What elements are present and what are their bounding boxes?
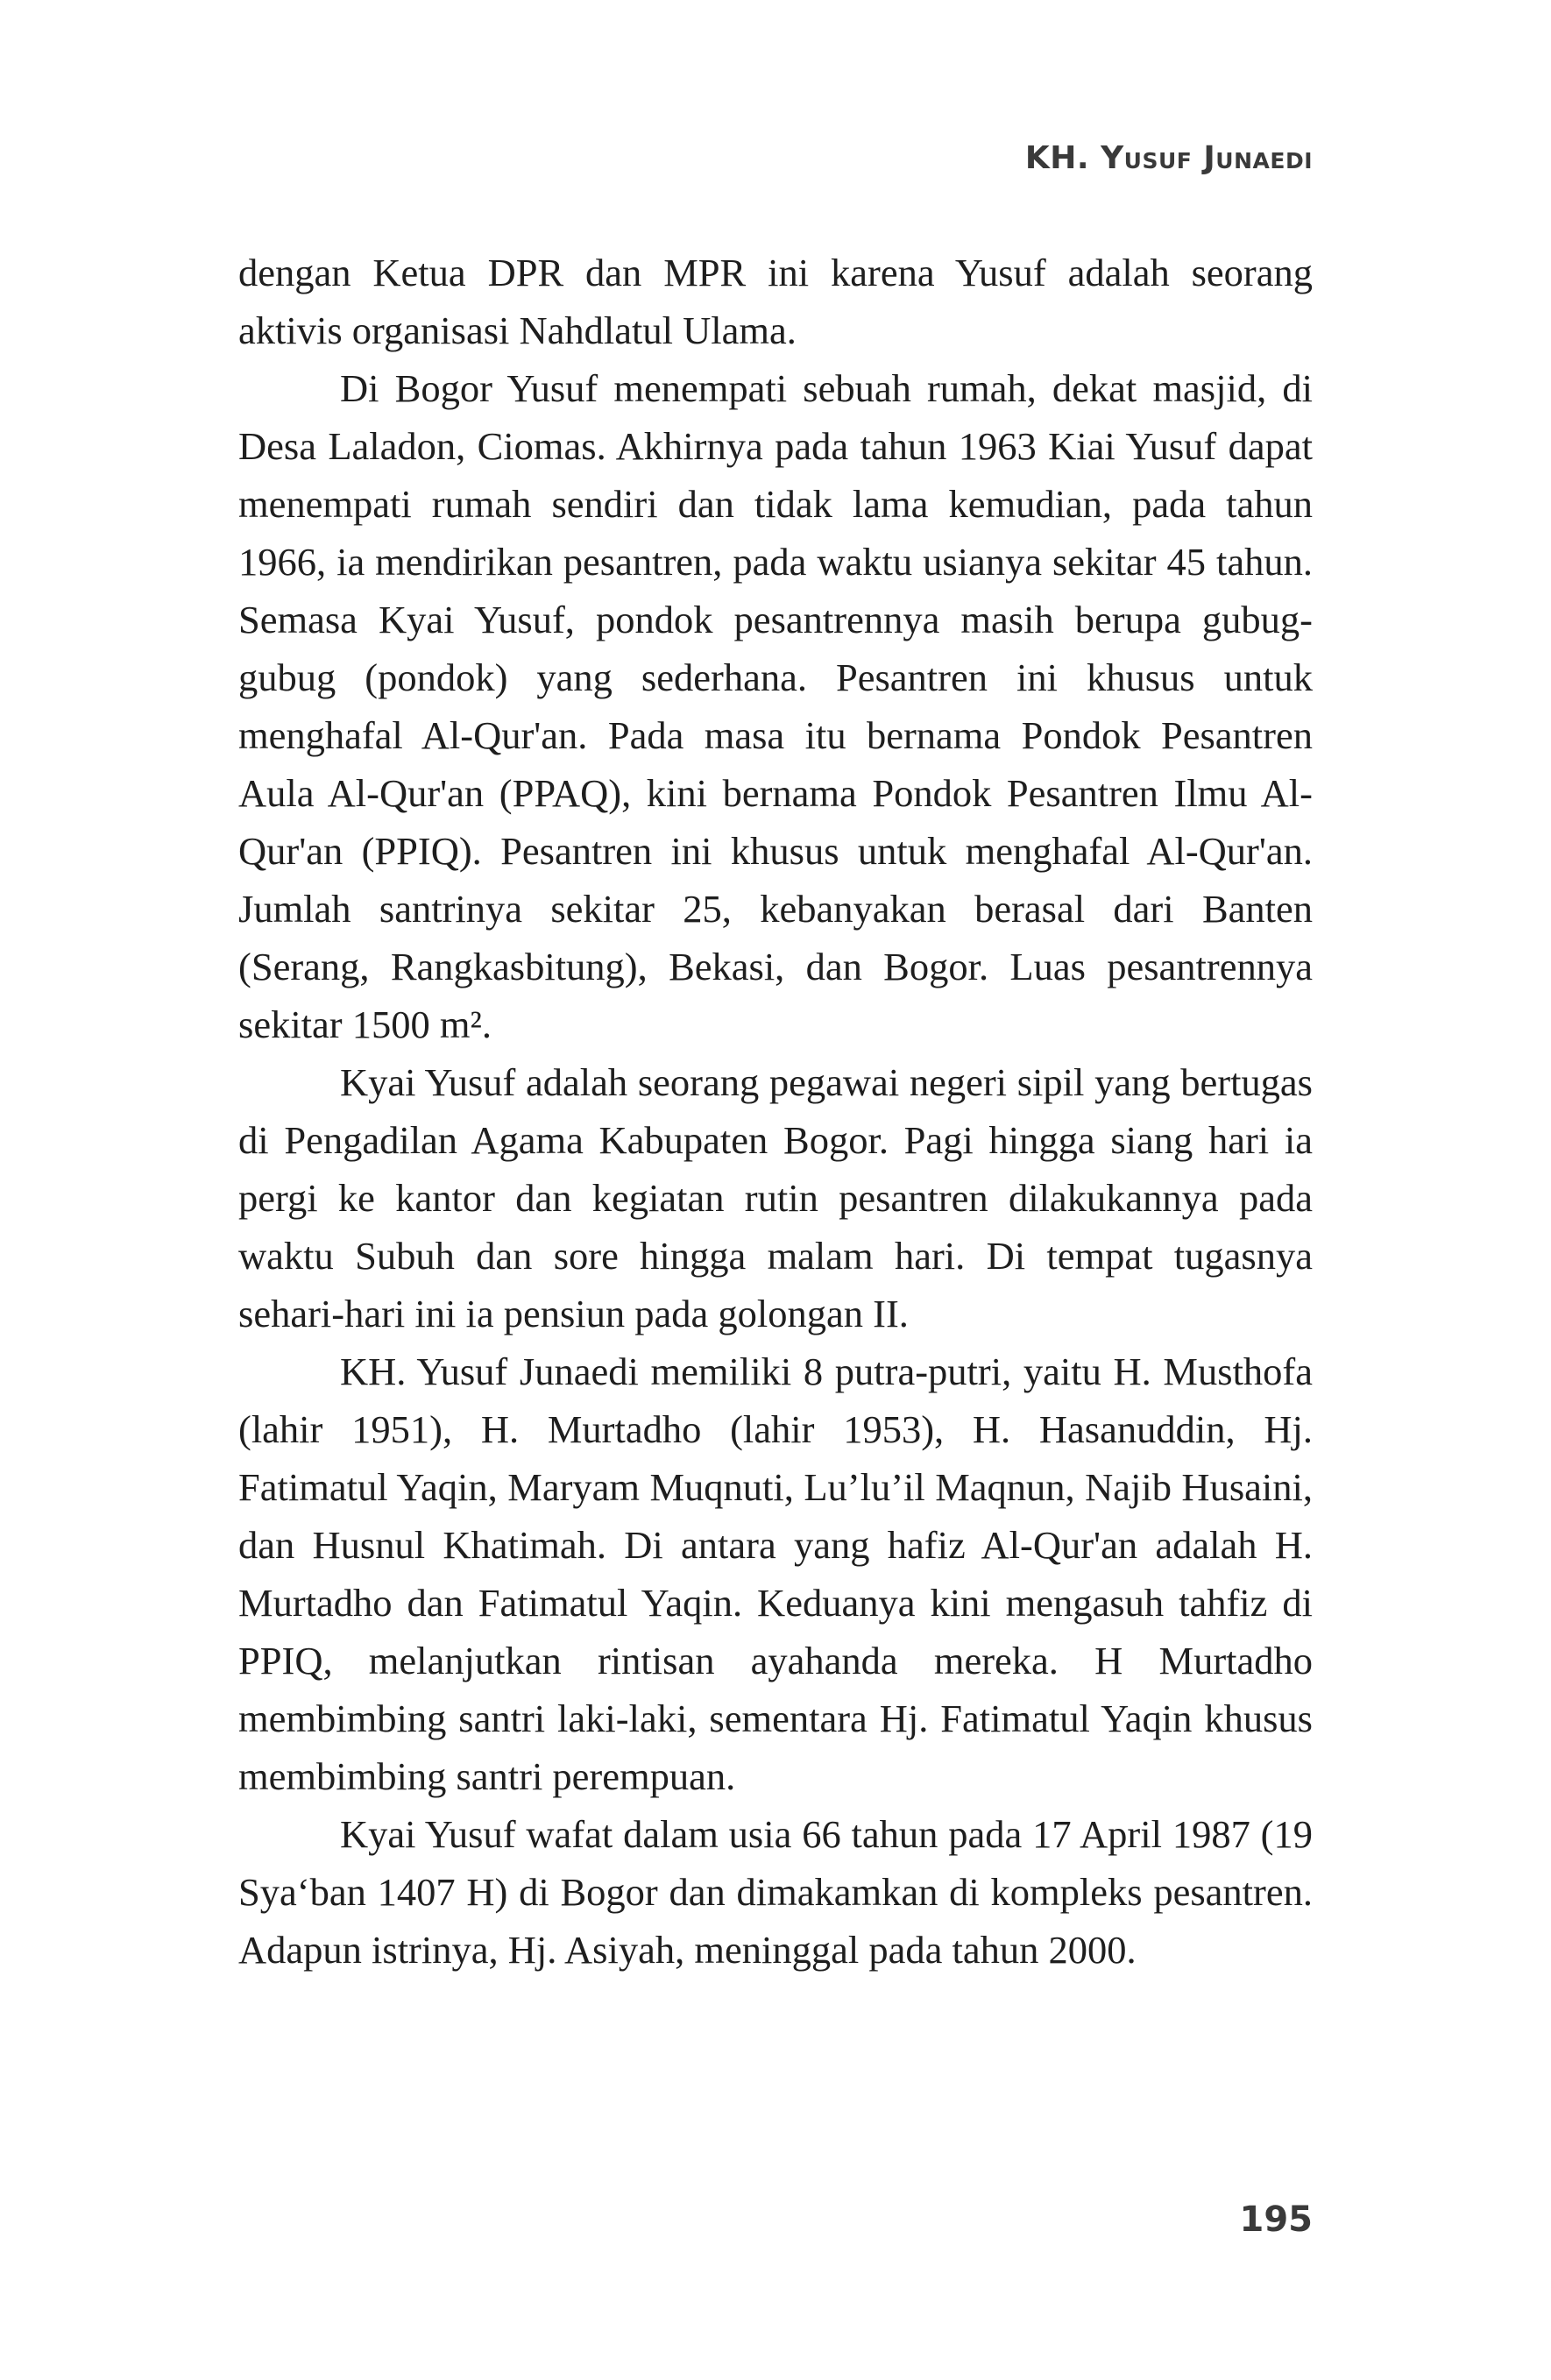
paragraph-3: Kyai Yusuf adalah seorang pegawai negeri sipil yang bertugas di Pengadilan Agama Kabupaten Bogor. Pagi hingga siang hari ia pergi ke kantor dan kegiatan rutin pesantren dilakukannya pada waktu Subuh dan sore hingga malam hari. Di tempat tugasnya sehari-hari ini ia pensiun pada golongan II.: [238, 1060, 1313, 1335]
paragraph-2: Di Bogor Yusuf menempati sebuah rumah, dekat masjid, di Desa Laladon, Ciomas. Akhirnya pada tahun 1963 Kiai Yusuf dapat menempati rumah sendiri dan tidak lama kemudian, pada tahun 1966, ia mendirikan pesantren, pada waktu usianya sekitar 45 tahun. Semasa Kyai Yusuf, pondok pesantrennya masih berupa gubug-gubug (pondok) yang sederhana. Pesantren ini khusus untuk menghafal Al-Qur'an. Pada masa itu bernama Pondok Pesantren Aula Al-Qur'an (PPAQ), kini bernama Pondok Pesantren Ilmu Al-Qur'an (PPIQ). Pesantren ini khusus untuk menghafal Al-Qur'an. Jumlah santrinya sekitar 25, kebanyakan berasal dari Banten (Serang, Rangkasbitung), Bekasi, dan Bogor. Luas pesantrennya sekitar 1500 m².: [238, 366, 1313, 1046]
paragraph-4: KH. Yusuf Junaedi memiliki 8 putra-putri, yaitu H. Musthofa (lahir 1951), H. Murtadho (lahir 1953), H. Hasanuddin, Hj. Fatimatul Yaqin, Maryam Muqnuti, Lu’lu’il Maqnun, Najib Husaini, dan Husnul Khatimah. Di antara yang hafiz Al-Qur'an adalah H. Murtadho dan Fatimatul Yaqin. Keduanya kini mengasuh tahfiz di PPIQ, melanjutkan rintisan ayahanda mereka. H Murtadho membimbing santri laki-laki, sementara Hj. Fatimatul Yaqin khusus membimbing santri perempuan.: [238, 1349, 1313, 1798]
running-header: KH. Yusuf Junaedi: [1024, 140, 1313, 176]
body-text: [238, 244, 1313, 1979]
page-number: 195: [1239, 2199, 1313, 2240]
paragraph-1: dengan Ketua DPR dan MPR ini karena Yusuf adalah seorang aktivis organisasi Nahdlatul Ulama.: [238, 251, 1313, 352]
paragraph-5: Kyai Yusuf wafat dalam usia 66 tahun pada 17 April 1987 (19 Sya‘ban 1407 H) di Bogor dan dimakamkan di kompleks pesantren. Adapun istrinya, Hj. Asiyah, meninggal pada tahun 2000.: [238, 1812, 1313, 1972]
